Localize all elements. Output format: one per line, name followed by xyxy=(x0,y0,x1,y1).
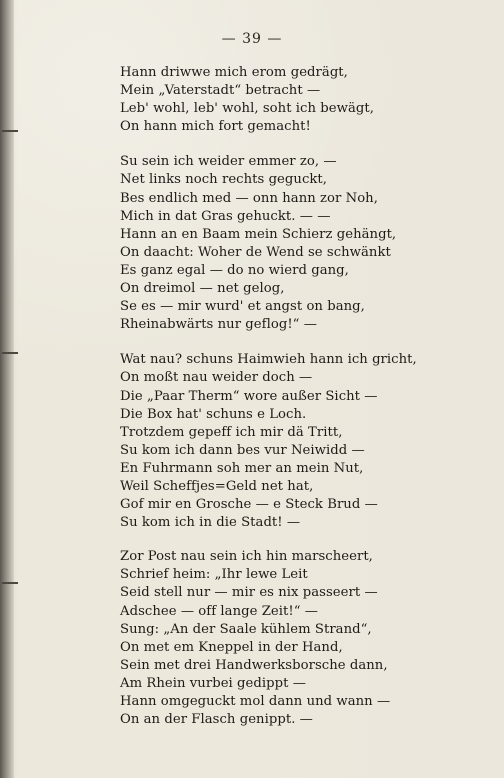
poem-line: Mich in dat Gras gehuckt. — — xyxy=(120,208,331,224)
poem-line: Sein met drei Handwerksborsche dann, xyxy=(120,657,388,673)
poem-line: En Fuhrmann soh mer an mein Nut, xyxy=(120,460,364,476)
poem-line: On an der Flasch genippt. — xyxy=(120,712,313,728)
stanza-3 xyxy=(120,351,420,532)
poem-line: Am Rhein vurbei gedippt — xyxy=(120,675,306,691)
poem-line: Zor Post nau sein ich hin marscheert, xyxy=(120,549,373,565)
poem-line: Rheinabwärts nur geflog!“ — xyxy=(120,317,317,333)
poem-line: Die „Paar Therm“ wore außer Sicht — xyxy=(120,388,378,404)
poem-text xyxy=(120,64,420,729)
poem-line: Wat nau? schuns Haimwieh hann ich gricht, xyxy=(120,352,417,368)
stanza-1 xyxy=(120,64,420,136)
poem-line: Trotzdem gepeff ich mir dä Tritt, xyxy=(120,424,343,440)
poem-line: Su kom ich dann bes vur Neiwidd — xyxy=(120,442,365,458)
poem-line: Gof mir en Grosche — e Steck Brud — xyxy=(120,497,378,513)
poem-line: Hann an en Baam mein Schierz gehängt, xyxy=(120,226,397,242)
page-binding-edge xyxy=(0,0,14,778)
poem-line: Schrief heim: „Ihr lewe Leit xyxy=(120,567,308,583)
poem-line: On hann mich fort gemacht! xyxy=(120,119,311,135)
poem-line: Leb' wohl, leb' wohl, soht ich bewägt, xyxy=(120,101,374,117)
poem-line: On met em Kneppel in der Hand, xyxy=(120,639,343,655)
poem-line: Es ganz egal — do no wierd gang, xyxy=(120,262,349,278)
page-number: — 39 — xyxy=(221,31,283,47)
poem-line: Net links noch rechts geguckt, xyxy=(120,172,328,188)
binding-mark xyxy=(2,352,18,354)
poem-line: Se es — mir wurd' et angst on bang, xyxy=(120,299,365,315)
poem-line: Bes endlich med — onn hann zor Noh, xyxy=(120,190,378,206)
poem-line: Weil Scheffjes=Geld net hat, xyxy=(120,478,314,494)
binding-mark xyxy=(2,582,18,584)
poem-line: On daacht: Woher de Wend se schwänkt xyxy=(120,244,391,260)
poem-line: Hann omgeguckt mol dann und wann — xyxy=(120,694,391,709)
poem-line: Su sein ich weider emmer zo, — xyxy=(120,154,337,170)
poem-line: Su kom ich in die Stadt! — xyxy=(120,515,301,531)
poem-line: Die Box hat' schuns e Loch. xyxy=(120,406,307,422)
poem-line: On dreimol — net gelog, xyxy=(120,281,285,297)
poem-line: Sung: „An der Saale kühlem Strand“, xyxy=(120,621,372,637)
stanza-2 xyxy=(120,153,420,334)
poem-line: Adschee — off lange Zeit!“ — xyxy=(120,603,319,619)
poem-line: On moßt nau weider doch — xyxy=(120,370,313,386)
poem-line: Hann driwwe mich erom gedrägt, xyxy=(120,65,348,80)
poem-line: Mein „Vaterstadt“ betracht — xyxy=(120,83,321,99)
poem-line: Seid stell nur — mir es nix passeert — xyxy=(120,585,378,601)
stanza-4 xyxy=(120,548,420,729)
binding-mark xyxy=(2,130,18,132)
